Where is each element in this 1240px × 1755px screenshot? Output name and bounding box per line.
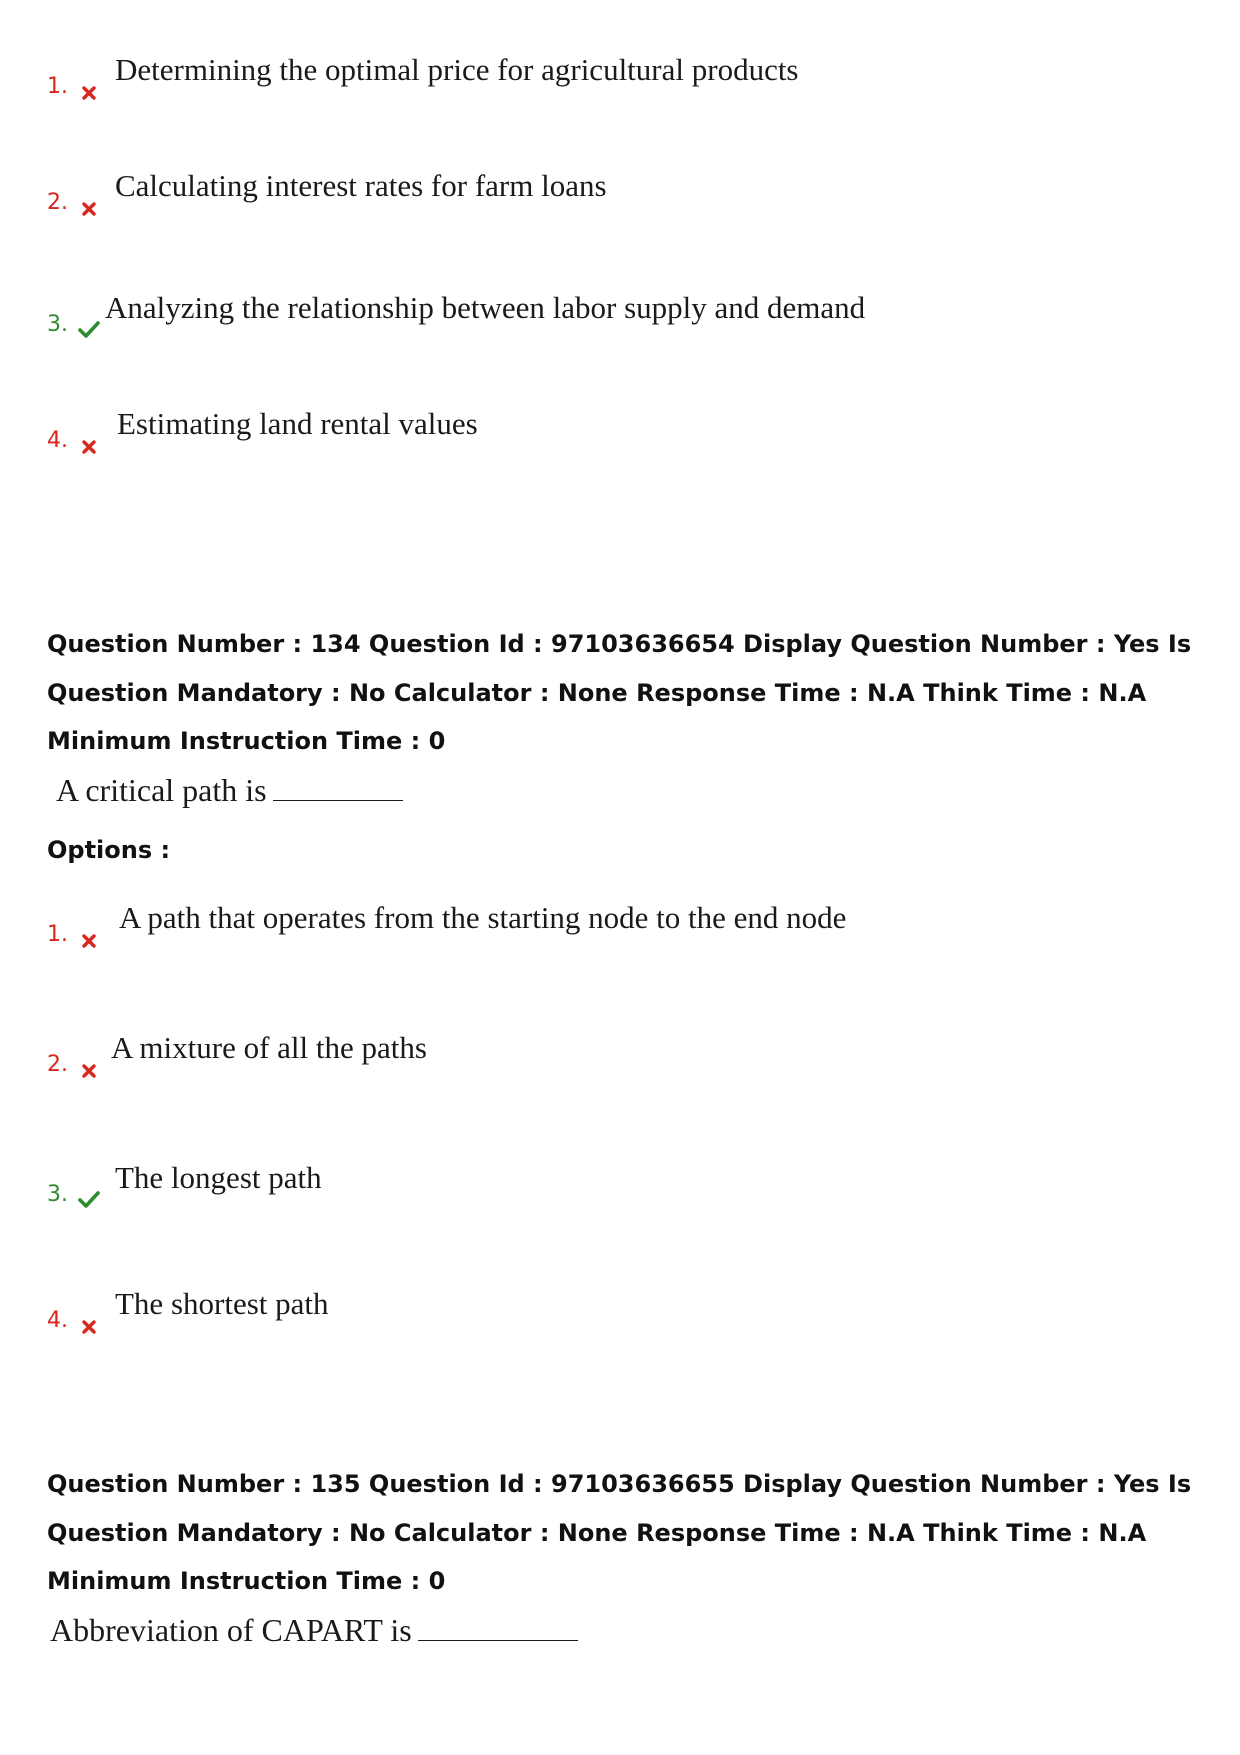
- option-text: The shortest path: [115, 1286, 329, 1321]
- question-stem: Abbreviation of CAPART is: [50, 1612, 412, 1648]
- option-row: [47, 406, 478, 454]
- option-text: Determining the optimal price for agricultural products: [115, 52, 799, 87]
- cross-icon: [75, 922, 103, 948]
- option-text: The longest path: [115, 1160, 322, 1195]
- option-text: Calculating interest rates for farm loans: [115, 168, 607, 203]
- option-number: 1.: [47, 922, 68, 947]
- answer-blank: [418, 1639, 578, 1641]
- question-text: [56, 772, 403, 809]
- option-text: A mixture of all the paths: [111, 1030, 427, 1065]
- answer-blank: [273, 799, 403, 801]
- option-text: A path that operates from the starting node to the end node: [119, 900, 847, 935]
- cross-icon: [75, 74, 103, 100]
- question-meta: Question Number : 135 Question Id : 97103636655 Display Question Number : Yes Is Question Mandatory : No Calculator : None Response Time : N.A Think Time : N.A Minimum Instruction Time : 0: [47, 1470, 1192, 1595]
- option-row: [47, 1160, 322, 1208]
- option-row: [47, 900, 846, 948]
- option-row: [47, 52, 799, 100]
- cross-icon: [75, 190, 103, 216]
- cross-icon: [75, 428, 103, 454]
- option-number: 3.: [47, 312, 68, 337]
- option-number: 2.: [47, 190, 68, 215]
- check-icon: [75, 312, 103, 338]
- option-row: [47, 1030, 427, 1078]
- question-text: [50, 1612, 578, 1649]
- question-stem: A critical path is: [56, 772, 267, 808]
- option-text: Estimating land rental values: [117, 406, 478, 441]
- option-number: 4.: [47, 1308, 68, 1333]
- option-row: [47, 168, 607, 216]
- option-number: 1.: [47, 74, 68, 99]
- option-row: [47, 290, 865, 338]
- option-row: [47, 1286, 329, 1334]
- option-number: 2.: [47, 1052, 68, 1077]
- option-number: 4.: [47, 428, 68, 453]
- check-icon: [75, 1182, 103, 1208]
- option-text: Analyzing the relationship between labor supply and demand: [105, 290, 866, 325]
- cross-icon: [75, 1308, 103, 1334]
- question-meta: Question Number : 134 Question Id : 97103636654 Display Question Number : Yes Is Question Mandatory : No Calculator : None Response Time : N.A Think Time : N.A Minimum Instruction Time : 0: [47, 630, 1192, 755]
- cross-icon: [75, 1052, 103, 1078]
- option-number: 3.: [47, 1182, 68, 1207]
- options-label: Options :: [47, 836, 171, 864]
